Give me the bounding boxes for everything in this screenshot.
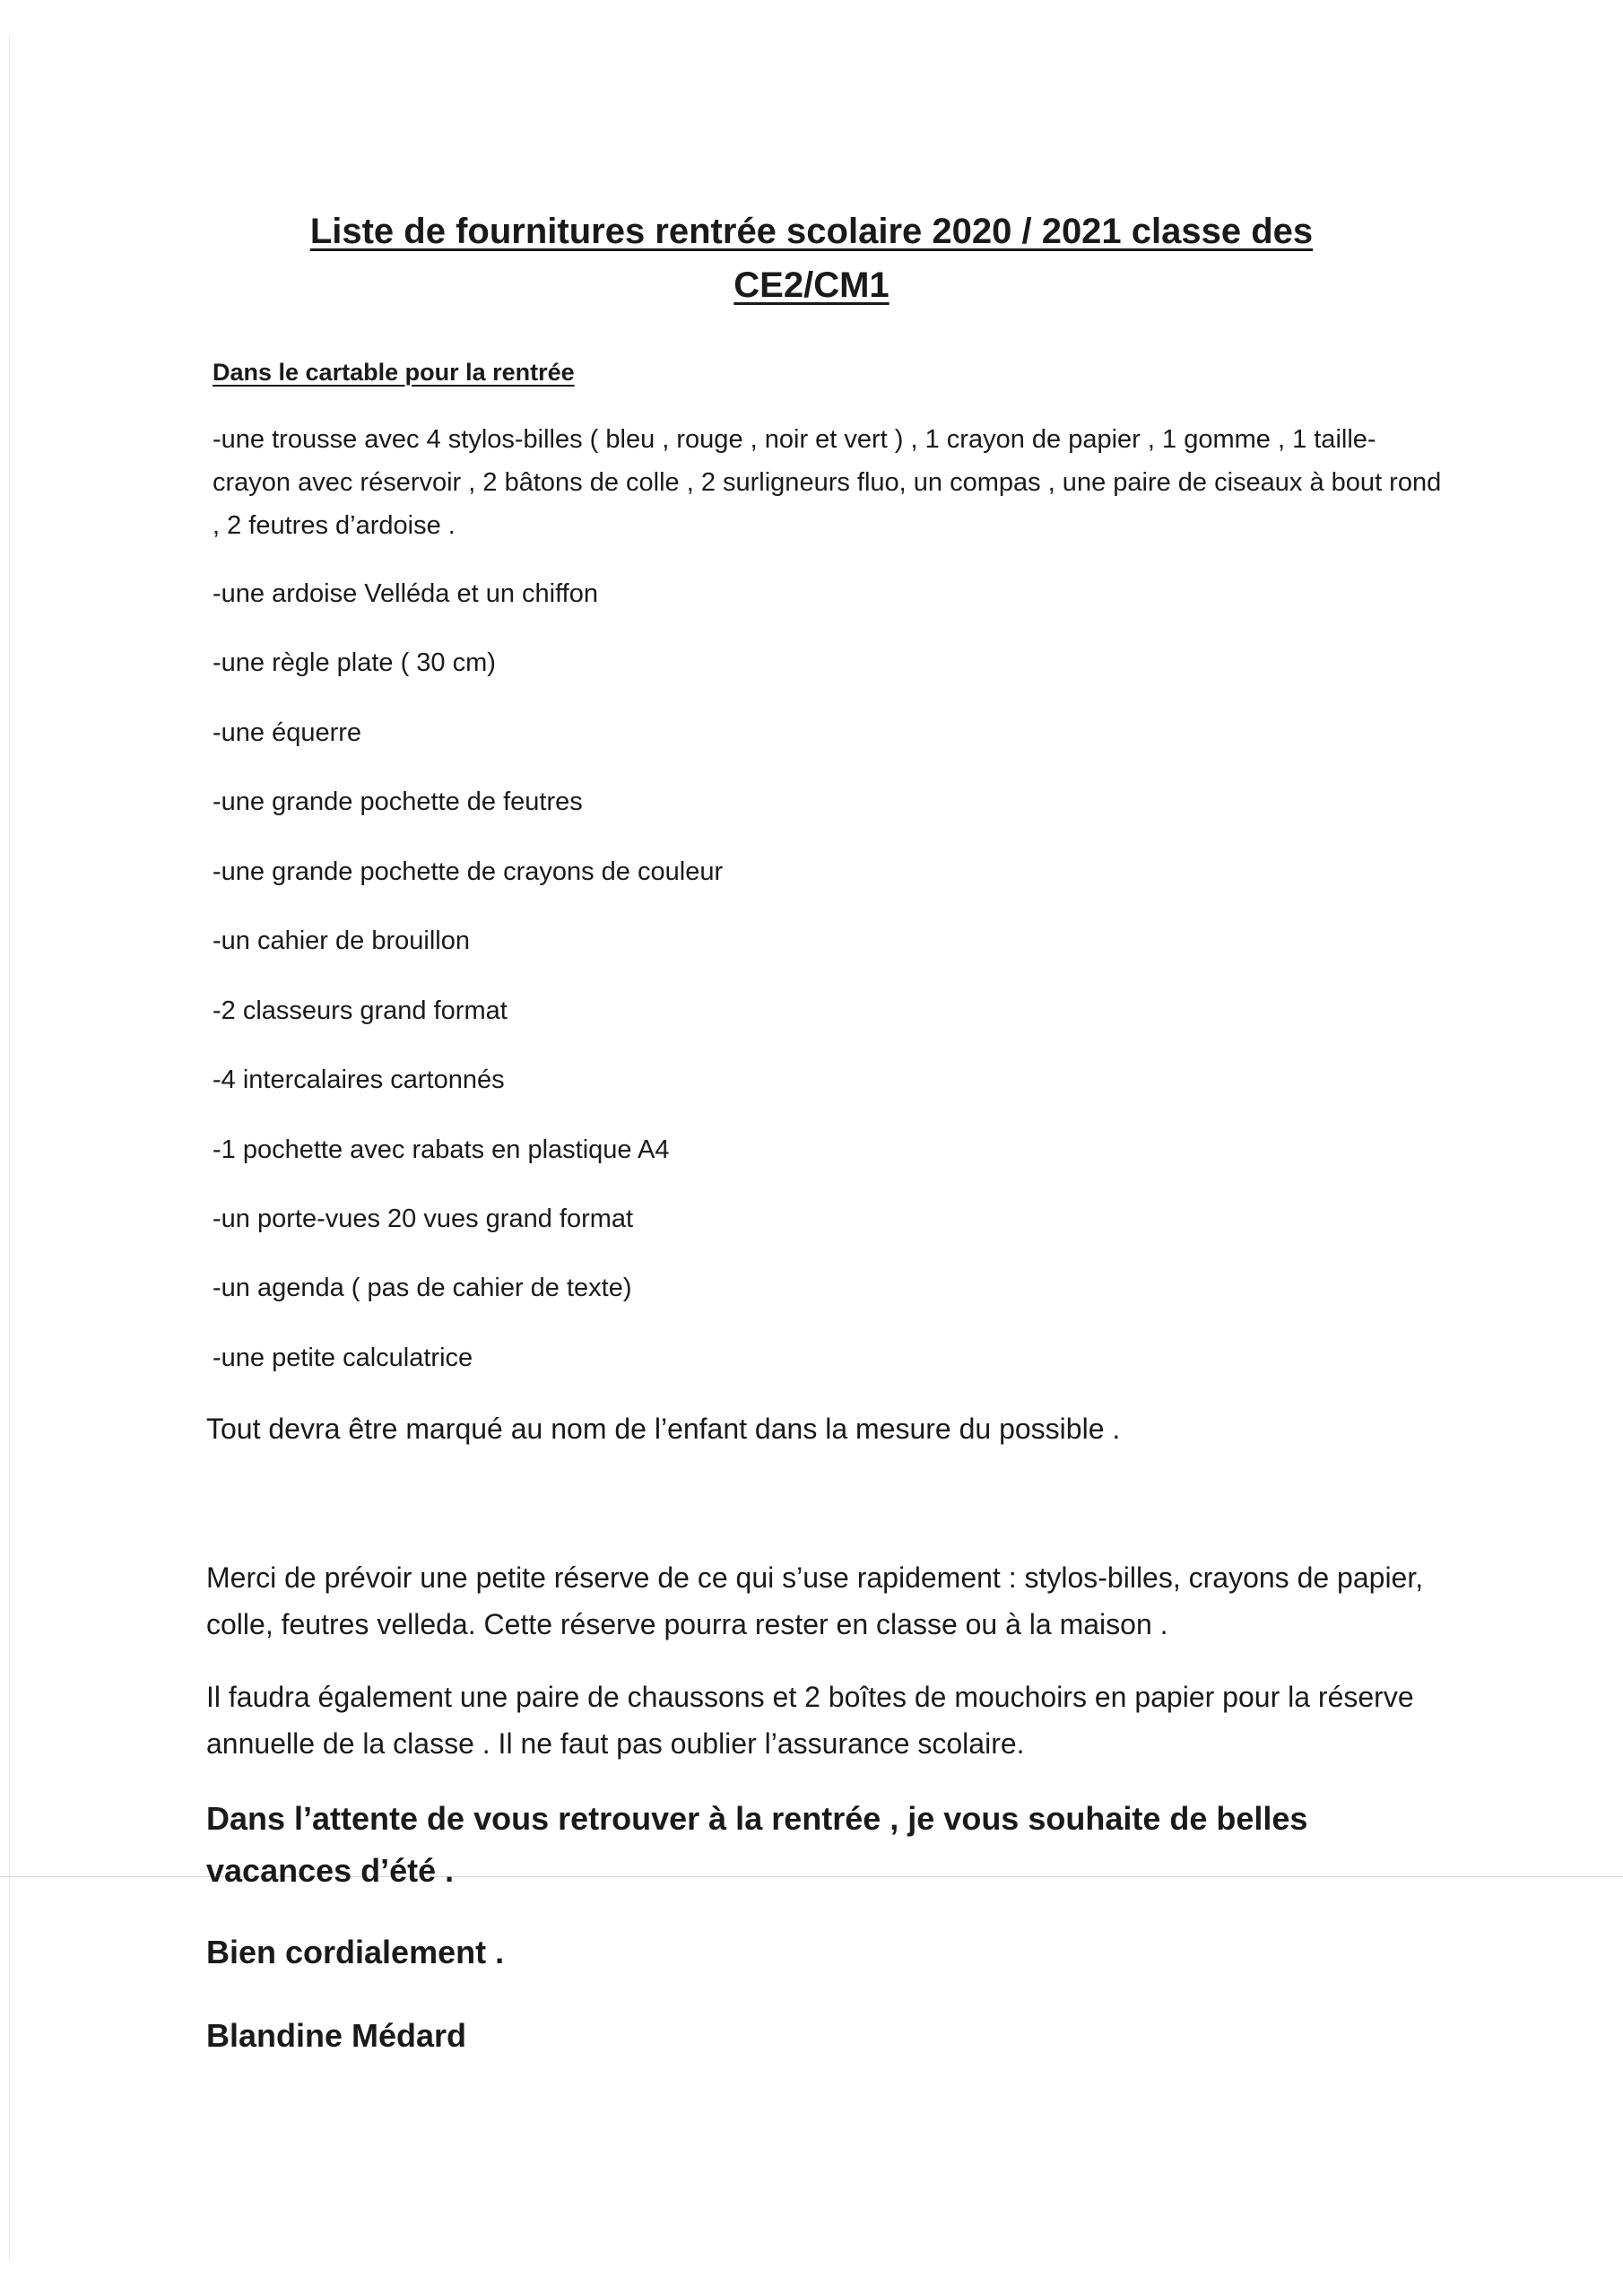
supply-item: -4 intercalaires cartonnés bbox=[213, 1065, 505, 1094]
section-heading: Dans le cartable pour la rentrée bbox=[213, 359, 575, 386]
title-line-1: Liste de fournitures rentrée scolaire 2020 / 2021 classe des bbox=[309, 212, 1314, 251]
supply-item: -une grande pochette de feutres bbox=[213, 787, 583, 816]
supply-item: -une grande pochette de crayons de couleur bbox=[213, 857, 724, 886]
signature: Blandine Médard bbox=[206, 2017, 467, 2054]
reserve-note: Merci de prévoir une petite réserve de ce qui s’use rapidement : stylos-billes, crayons de papier, colle, feutres velleda. Cette réserve pourra rester en classe ou à la maison . bbox=[206, 1561, 1424, 1640]
pencil-case-item: -une trousse avec 4 stylos-billes ( bleu , rouge , noir et vert ) , 1 crayon de papier , 1 gomme , 1 taille-crayon avec réservoir , 2 bâtons de colle , 2 surligneurs fluo, un compas , une paire de ciseaux à bout rond , 2 feutres d’ardoise . bbox=[213, 425, 1442, 540]
extra-note: Il faudra également une paire de chaussons et 2 boîtes de mouchoirs en papier pour la réserve annuelle de la classe . Il ne faut pas oublier l’assurance scolaire. bbox=[206, 1681, 1414, 1760]
document-title bbox=[206, 204, 1417, 312]
supply-item: -un porte-vues 20 vues grand format bbox=[213, 1205, 634, 1233]
marking-note: Tout devra être marqué au nom de l’enfant dans la mesure du possible . bbox=[206, 1413, 1121, 1445]
supply-item: -une règle plate ( 30 cm) bbox=[213, 648, 496, 677]
closing-regards: Bien cordialement . bbox=[206, 1934, 505, 1970]
supply-item: -une ardoise Velléda et un chiffon bbox=[213, 579, 598, 608]
scan-edge-artifact bbox=[9, 36, 10, 2260]
supply-item: -une équerre bbox=[213, 718, 362, 747]
closing-wish: Dans l’attente de vous retrouver à la rentrée , je vous souhaite de belles vacances d’été . bbox=[206, 1800, 1308, 1889]
supply-item: -une petite calculatrice bbox=[213, 1344, 473, 1372]
supply-item: -1 pochette avec rabats en plastique A4 bbox=[213, 1135, 670, 1164]
supply-item: -un agenda ( pas de cahier de texte) bbox=[213, 1274, 632, 1302]
supply-item: -2 classeurs grand format bbox=[213, 996, 508, 1025]
title-line-2: CE2/CM1 bbox=[733, 265, 890, 305]
supply-item: -un cahier de brouillon bbox=[213, 926, 470, 955]
